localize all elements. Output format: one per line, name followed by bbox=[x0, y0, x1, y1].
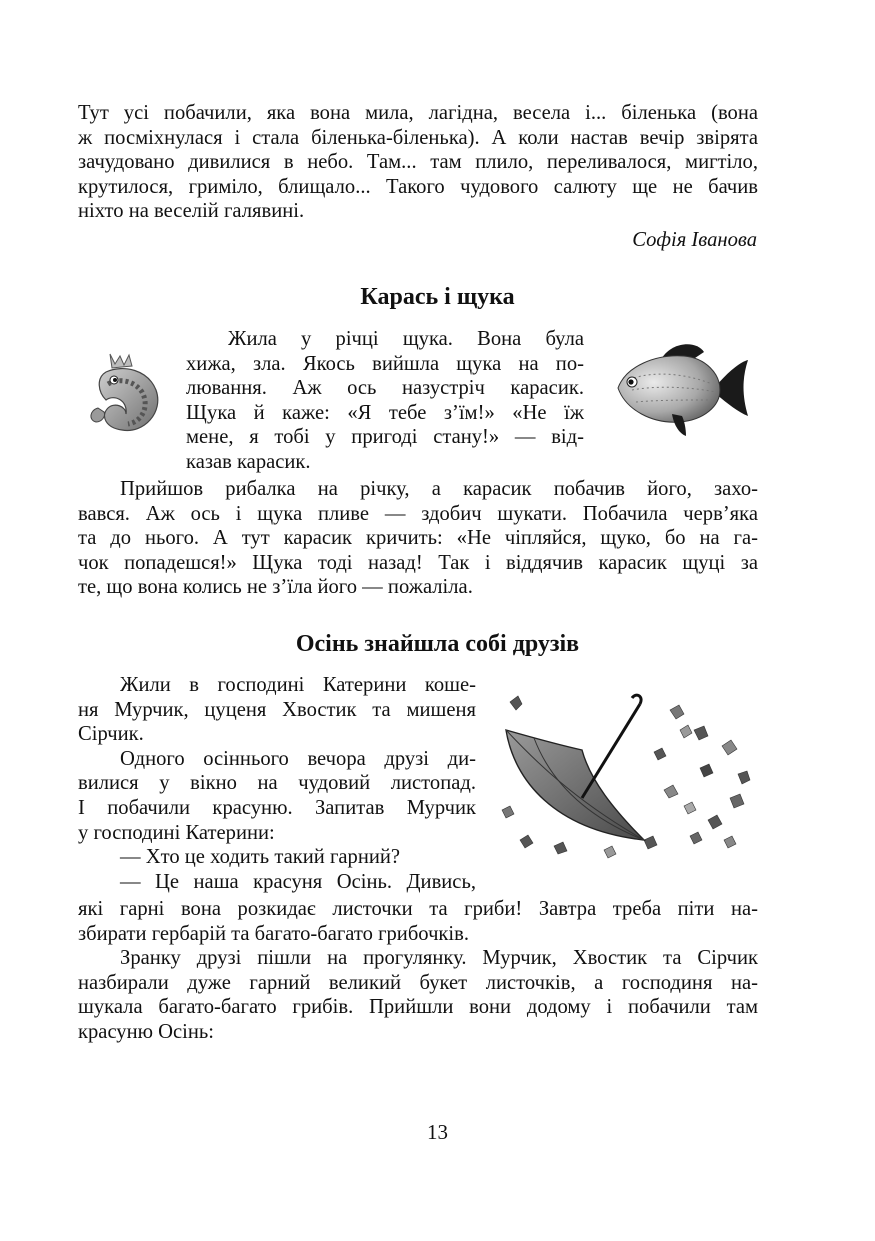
text-line: збирати гербарій та багато-багато грибочків. bbox=[78, 922, 470, 945]
text-line: Зранку друзі пішли на прогулянку. Мурчик, Хвостик та Сірчик bbox=[120, 947, 758, 970]
text-line: — Це наша красуня Осінь. Дивись, bbox=[120, 870, 476, 893]
text-line: Жила у річці щука. Вона була bbox=[228, 328, 584, 350]
carp-illustration bbox=[612, 338, 752, 438]
text-line: крутилося, гриміло, блищало... Такого чудового салюту ще не бачив bbox=[78, 175, 758, 198]
story2-paragraph bbox=[78, 897, 758, 1045]
text-line: Одного осіннього вечора друзі ди- bbox=[120, 747, 476, 770]
story1-paragraph bbox=[78, 477, 758, 600]
text-line: те, що вона колись не з’їла його — пожаліла. bbox=[78, 576, 473, 599]
text-line: вилися у вікно на чудовий листопад. bbox=[78, 772, 476, 795]
text-line: мене, я тобі у пригоді стану!» — від- bbox=[186, 426, 584, 449]
text-line: зачудовано дивилися в небо. Там... там плило, переливалося, мигтіло, bbox=[78, 151, 758, 174]
text-line: хижа, зла. Якось вийшла щука на по- bbox=[186, 352, 584, 375]
text-line: у господині Катерини: bbox=[78, 821, 275, 844]
text-line: ня Мурчик, цуценя Хвостик та мишеня bbox=[78, 698, 476, 721]
text-line: казав карасик. bbox=[186, 450, 311, 473]
text-line: Жили в господині Катерини коше- bbox=[120, 674, 476, 696]
text-line: лювання. Аж ось назустріч карасик. bbox=[186, 377, 584, 400]
story2-column-text bbox=[78, 673, 476, 894]
text-line: вався. Аж ось і щука пливе — здобич шукати. Побачила черв’яка bbox=[78, 502, 758, 525]
text-line: ж посміхнулася і стала біленька-біленька). А коли настав вечір звірята bbox=[78, 126, 758, 149]
text-line: Тут усі побачили, яка вона мила, лагідна, весела і... біленька (вона bbox=[78, 102, 758, 124]
text-line: Прийшов рибалка на річку, а карасик побачив його, захо- bbox=[120, 478, 758, 500]
text-line: Сірчик. bbox=[78, 723, 144, 746]
text-line: назбирали дуже гарний великий букет листочків, а господиня на- bbox=[78, 971, 758, 994]
page-number: 13 bbox=[427, 1120, 448, 1144]
text-line: шукала багато-багато грибів. Прийшли вони додому і побачили там bbox=[78, 996, 758, 1019]
intro-paragraph bbox=[78, 101, 758, 224]
story-title: Карась і щука bbox=[360, 284, 515, 310]
text-line: Щука й каже: «Я тебе з’їм!» «Не їж bbox=[186, 401, 584, 424]
text-line: та до нього. А тут карасик кричить: «Не чіпляйся, щуко, бо на га- bbox=[78, 527, 758, 550]
story-title: Осінь знайшла собі друзів bbox=[295, 631, 580, 657]
text-line: чок попадешся!» Щука тоді назад! Так і віддячив карасик щуці за bbox=[78, 551, 758, 574]
text-line: І побачили красуню. Запитав Мурчик bbox=[78, 796, 476, 819]
text-line: ніхто на веселій галявині. bbox=[78, 200, 305, 223]
umbrella-leaves-illustration bbox=[494, 690, 756, 860]
author-signature: Софія Іванова bbox=[632, 229, 757, 251]
story1-column-text bbox=[186, 327, 584, 475]
text-line: красуню Осінь: bbox=[78, 1020, 215, 1043]
text-line: які гарні вона розкидає листочки та гриби! Завтра треба піти на- bbox=[78, 898, 758, 920]
text-line: — Хто це ходить такий гарний? bbox=[120, 846, 401, 869]
pike-illustration bbox=[84, 350, 166, 438]
